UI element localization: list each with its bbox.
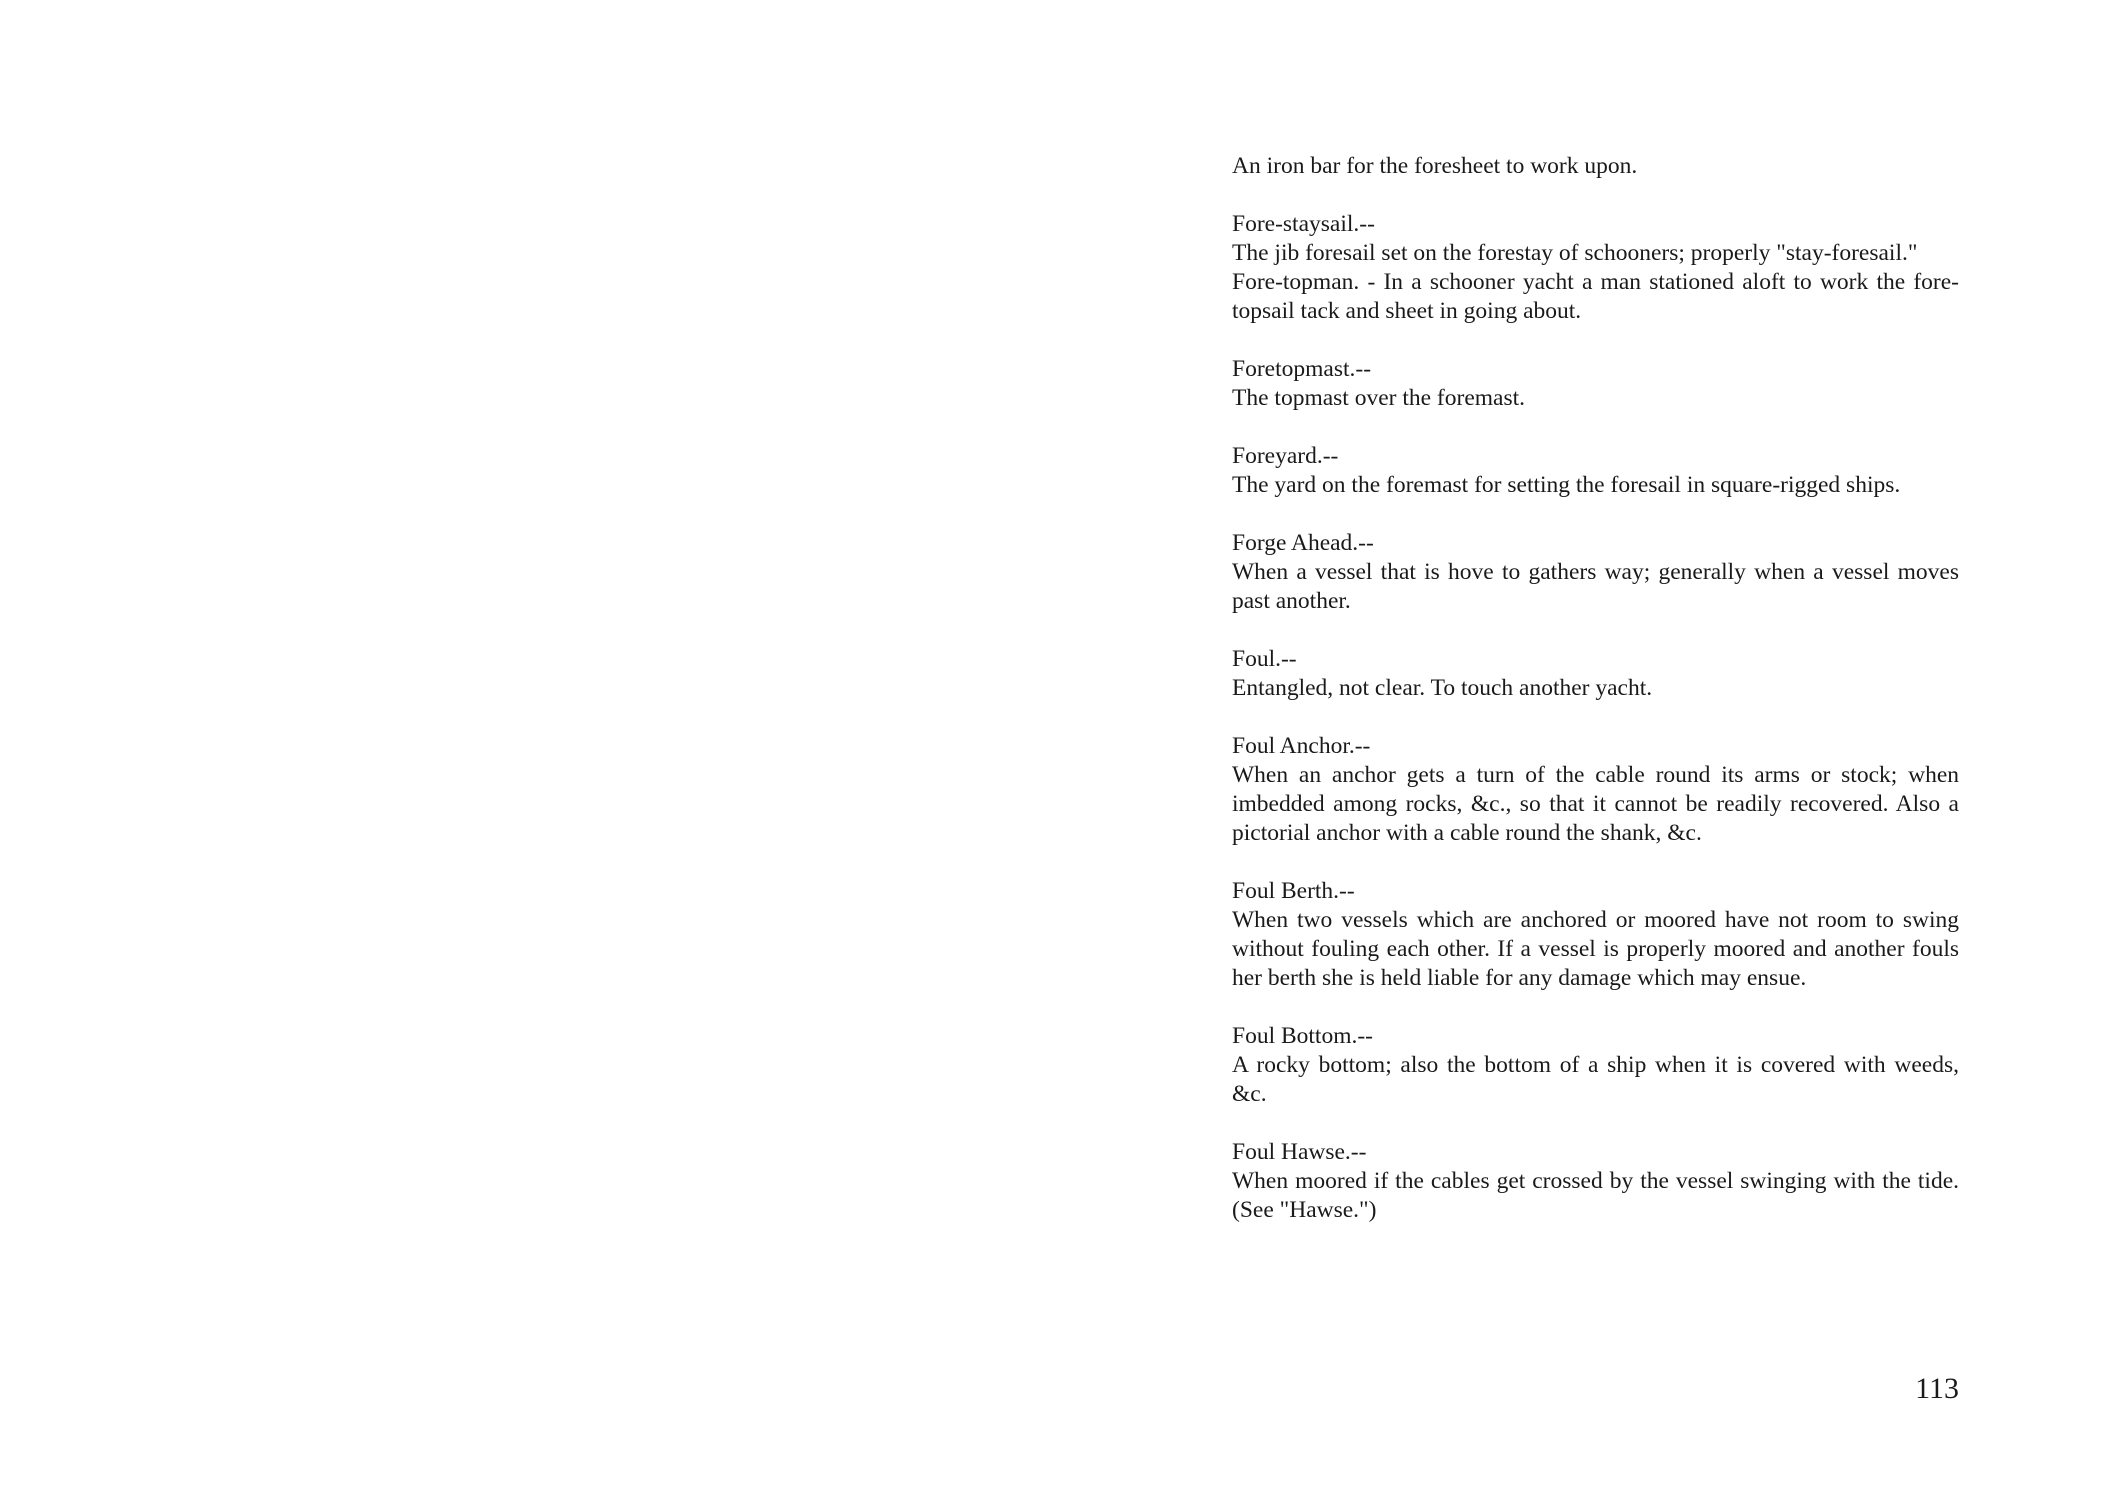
entry-body: When moored if the cables get crossed by the vessel swinging with the tide. (See "Hawse.") xyxy=(1232,1168,1959,1223)
entry-body: When an anchor gets a turn of the cable round its arms or stock; when imbedded among rocks, &c., so that it cannot be readily recovered. Also a pictorial anchor with a cable round the shank, &c. xyxy=(1232,762,1959,846)
right-page xyxy=(1052,0,2105,1489)
entry-body: The topmast over the foremast. xyxy=(1232,385,1526,411)
entry-term: Foretopmast.-- xyxy=(1232,356,1372,382)
glossary-text xyxy=(1232,152,1959,1225)
entry-term: Foreyard.-- xyxy=(1232,443,1339,469)
entry-body: Fore-topman. - In a schooner yacht a man stationed aloft to work the fore-topsail tack and sheet in going about. xyxy=(1232,269,1959,324)
entry-body: When a vessel that is hove to gathers way; generally when a vessel moves past another. xyxy=(1232,559,1959,614)
entry-body: When two vessels which are anchored or moored have not room to swing without fouling each other. If a vessel is properly moored and another fouls her berth she is held liable for any damage which may ensue. xyxy=(1232,907,1959,991)
entry-term: Foul Hawse.-- xyxy=(1232,1139,1367,1165)
entry-term: Foul Bottom.-- xyxy=(1232,1023,1374,1049)
entry-term: Fore-staysail.-- xyxy=(1232,211,1375,237)
entry-term: Foul Berth.-- xyxy=(1232,878,1355,904)
entry-body: Entangled, not clear. To touch another yacht. xyxy=(1232,675,1653,701)
entry-body: A rocky bottom; also the bottom of a ship when it is covered with weeds, &c. xyxy=(1232,1052,1959,1107)
left-page-blank xyxy=(0,0,1052,1489)
entry-body: The yard on the foremast for setting the foresail in square-rigged ships. xyxy=(1232,472,1901,498)
page-number: 113 xyxy=(1915,1372,1959,1405)
entry-body: An iron bar for the foresheet to work upon. xyxy=(1232,153,1638,179)
entry-term: Foul Anchor.-- xyxy=(1232,733,1371,759)
entry-body: The jib foresail set on the forestay of schooners; properly "stay-foresail." xyxy=(1232,240,1918,266)
entry-term: Forge Ahead.-- xyxy=(1232,530,1374,556)
entry-term: Foul.-- xyxy=(1232,646,1297,672)
